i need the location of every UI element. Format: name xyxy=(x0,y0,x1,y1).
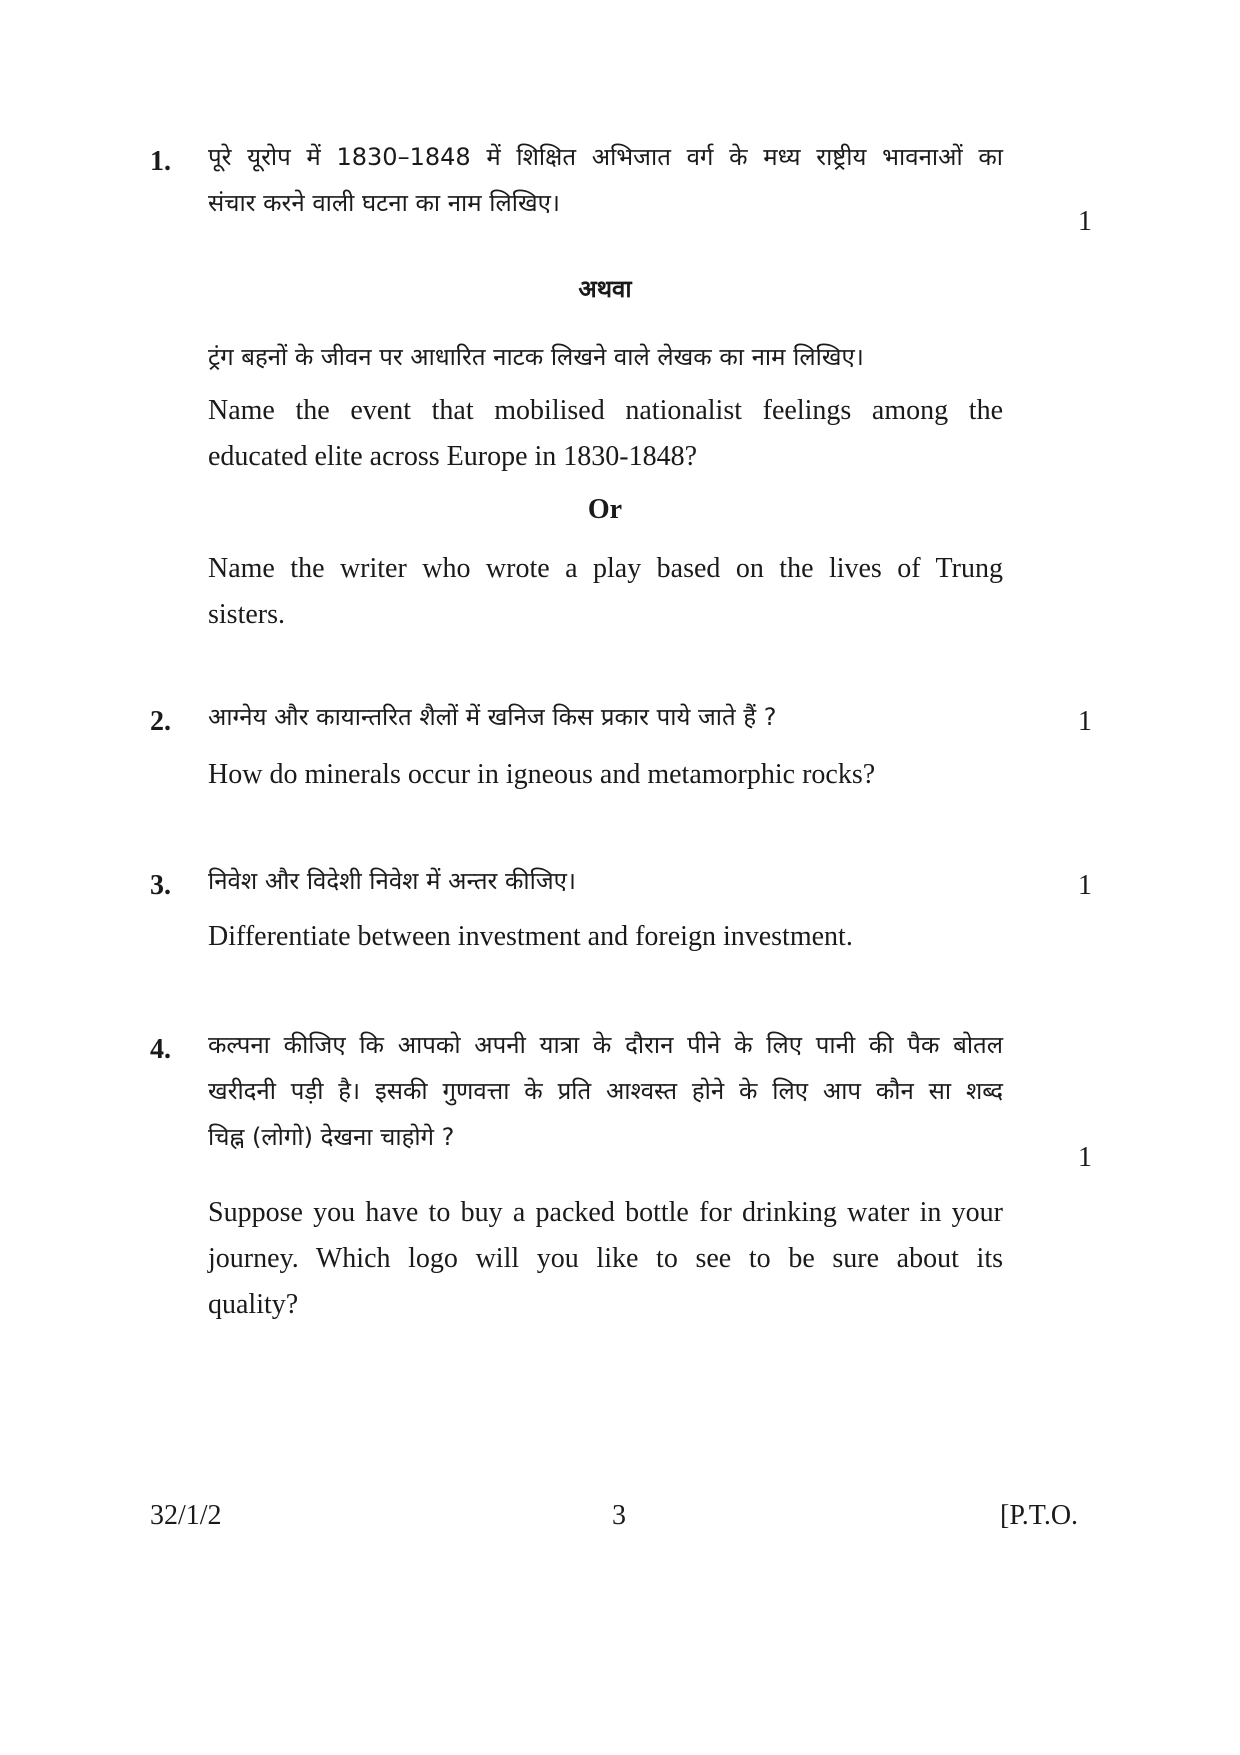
question-1-marks: 1 xyxy=(1078,206,1092,237)
question-4-hindi-line-1: कल्पना कीजिए कि आपको अपनी यात्रा के दौरान पीने के लिए पानी की पैक बोतल xyxy=(208,1031,1003,1059)
question-2-number: 2. xyxy=(150,706,171,737)
question-3-marks: 1 xyxy=(1078,870,1092,901)
question-1-number: 1. xyxy=(150,146,171,177)
question-1-or-english: Or xyxy=(587,494,623,525)
question-1-or-hindi: अथवा xyxy=(578,275,632,303)
please-turn-over: [P.T.O. xyxy=(1000,1500,1079,1531)
question-4-english-line-1: Suppose you have to buy a packed bottle for drinking water in your xyxy=(208,1197,1003,1228)
question-4-english-line-3: quality? xyxy=(208,1289,299,1320)
question-4-hindi-line-2: खरीदनी पड़ी है। इसकी गुणवत्ता के प्रति आश्वस्त होने के लिए आप कौन सा शब्द xyxy=(208,1077,1003,1105)
question-3-number: 3. xyxy=(150,870,171,901)
question-4-english-line-2: journey. Which logo will you like to see to be sure about its xyxy=(208,1243,1003,1274)
question-1-english-line-2: educated elite across Europe in 1830-1848? xyxy=(208,441,698,472)
paper-code: 32/1/2 xyxy=(150,1500,222,1531)
question-2-hindi: आग्नेय और कायान्तरित शैलों में खनिज किस प्रकार पाये जाते हैं ? xyxy=(208,703,777,731)
question-1-english-line-1: Name the event that mobilised nationalist feelings among the xyxy=(208,395,1003,426)
question-2-english: How do minerals occur in igneous and metamorphic rocks? xyxy=(208,759,876,790)
question-4-number: 4. xyxy=(150,1034,171,1065)
page-number: 3 xyxy=(612,1500,626,1531)
question-3-english: Differentiate between investment and foreign investment. xyxy=(208,921,853,952)
question-1-alt-english-line-2: sisters. xyxy=(208,599,285,630)
question-1-alt-hindi: ट्रंग बहनों के जीवन पर आधारित नाटक लिखने वाले लेखक का नाम लिखिए। xyxy=(208,343,864,371)
question-4-hindi-line-3: चिह्न (लोगो) देखना चाहोगे ? xyxy=(208,1123,455,1151)
question-1-hindi-line-1: पूरे यूरोप में 1830–1848 में शिक्षित अभिजात वर्ग के मध्य राष्ट्रीय भावनाओं का xyxy=(208,143,1003,171)
question-1-alt-english-line-1: Name the writer who wrote a play based on the lives of Trung xyxy=(208,553,1003,584)
question-4-marks: 1 xyxy=(1078,1142,1092,1173)
question-1-hindi-line-2: संचार करने वाली घटना का नाम लिखिए। xyxy=(208,189,560,217)
question-2-marks: 1 xyxy=(1078,706,1092,737)
question-3-hindi: निवेश और विदेशी निवेश में अन्तर कीजिए। xyxy=(208,867,576,895)
